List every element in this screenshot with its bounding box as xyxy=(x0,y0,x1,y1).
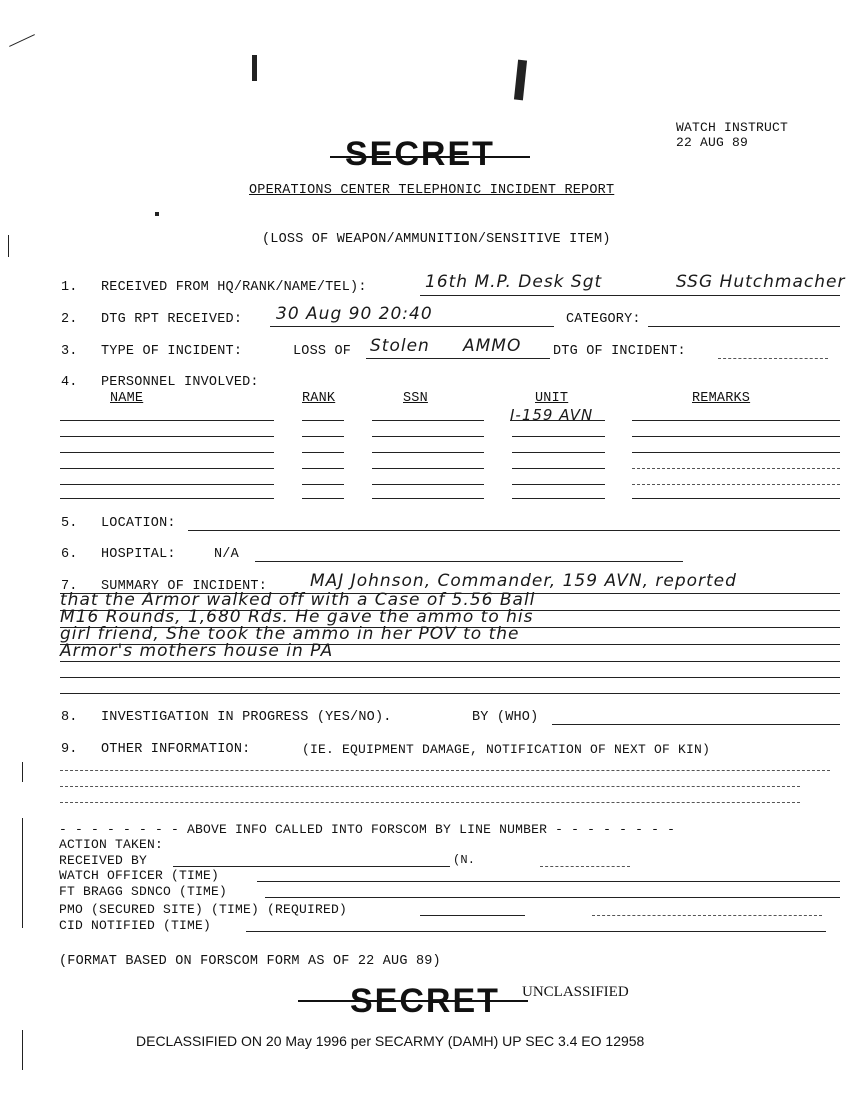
cid-label: CID NOTIFIED (TIME) xyxy=(59,918,212,933)
watch-officer-label: WATCH OFFICER (TIME) xyxy=(59,868,220,883)
scan-mark xyxy=(252,55,257,81)
item-6-number: 6. xyxy=(61,547,78,562)
watch-officer-underline xyxy=(257,881,840,882)
summary-line-2: that the Armor walked off with a Case of 5.56 Ball xyxy=(60,590,536,610)
action-taken-label: ACTION TAKEN: xyxy=(59,837,164,852)
col-ssn-header: SSN xyxy=(403,391,428,406)
hospital-underline xyxy=(255,561,683,562)
format-note: (FORMAT BASED ON FORSCOM FORM AS OF 22 AUG 89) xyxy=(59,954,441,969)
category-label: CATEGORY: xyxy=(566,312,641,327)
other-info-line-1 xyxy=(60,770,830,771)
item-3-number: 3. xyxy=(61,344,78,359)
item-9-label: OTHER INFORMATION: xyxy=(101,742,251,757)
received-by-extra xyxy=(540,866,630,867)
dtg-incident-underline xyxy=(718,358,828,359)
other-info-line-2 xyxy=(60,786,800,787)
col-remarks-header: REMARKS xyxy=(692,391,751,406)
cid-underline xyxy=(246,931,826,932)
col-name-header: NAME xyxy=(110,391,144,406)
classification-top: SECRET xyxy=(345,135,495,173)
scan-mark xyxy=(155,212,159,216)
pmo-underline-extra xyxy=(592,915,822,916)
item-1-value-desk: 16th M.P. Desk Sgt xyxy=(425,272,603,292)
summary-underline-6 xyxy=(60,677,840,678)
item-2-underline xyxy=(270,326,554,327)
other-info-line-3 xyxy=(60,802,800,803)
investigation-underline xyxy=(552,724,840,725)
item-1-number: 1. xyxy=(61,280,78,295)
pmo-underline xyxy=(420,915,525,916)
item-8-label: INVESTIGATION IN PROGRESS (YES/NO). xyxy=(101,710,392,725)
report-subtitle: (LOSS OF WEAPON/AMMUNITION/SENSITIVE ITEM) xyxy=(262,232,611,247)
item-6-label: HOSPITAL: xyxy=(101,547,176,562)
received-by-underline xyxy=(173,866,450,867)
scan-mark xyxy=(8,235,9,257)
item-1-underline xyxy=(420,295,840,296)
watch-instruct-line: WATCH INSTRUCT xyxy=(676,120,789,135)
classification-top-strike xyxy=(330,156,530,158)
summary-underline-5 xyxy=(60,661,840,662)
watch-date-line: 22 AUG 89 xyxy=(676,135,749,150)
summary-line-3: M16 Rounds, 1,680 Rds. He gave the ammo to his xyxy=(60,607,534,627)
unit-value: I-159 AVN xyxy=(510,406,594,424)
summary-underline-7 xyxy=(60,693,840,694)
summary-line-5: Armor's mothers house in PA xyxy=(60,641,334,661)
location-underline xyxy=(188,530,840,531)
unclassified-stamp: UNCLASSIFIED xyxy=(522,984,629,1000)
dtg-incident-label: DTG OF INCIDENT: xyxy=(553,344,686,359)
item-4-number: 4. xyxy=(61,375,78,390)
classification-bottom: SECRET xyxy=(350,982,500,1020)
received-by-paren: (N. xyxy=(453,853,476,867)
scan-mark xyxy=(22,1030,23,1070)
declassified-note: DECLASSIFIED ON 20 May 1996 per SECARMY (DAMH) UP SEC 3.4 EO 12958 xyxy=(136,1033,645,1049)
item-5-number: 5. xyxy=(61,516,78,531)
item-4-label: PERSONNEL INVOLVED: xyxy=(101,375,259,390)
summary-line-4: girl friend, She took the ammo in her POV to the xyxy=(60,624,520,644)
item-7-label: SUMMARY OF INCIDENT: xyxy=(101,579,268,594)
item-3-value-stolen: Stolen xyxy=(370,336,430,356)
item-8-number: 8. xyxy=(61,710,78,725)
item-8-by-who: BY (WHO) xyxy=(472,710,539,725)
scan-mark xyxy=(9,34,35,47)
item-1-value-name: SSG Hutchmacher xyxy=(676,272,846,292)
ft-bragg-underline xyxy=(265,897,840,898)
item-9-number: 9. xyxy=(61,742,78,757)
above-info-line: - - - - - - - - ABOVE INFO CALLED INTO FORSCOM BY LINE NUMBER - - - - - - - - xyxy=(59,822,676,837)
item-7-number: 7. xyxy=(61,579,78,594)
item-2-number: 2. xyxy=(61,312,78,327)
classification-bottom-strike xyxy=(298,1000,528,1002)
hospital-value: N/A xyxy=(214,547,239,562)
item-3-label: TYPE OF INCIDENT: xyxy=(101,344,243,359)
received-by-label: RECEIVED BY xyxy=(59,853,148,868)
pmo-label: PMO (SECURED SITE) (TIME) (REQUIRED) xyxy=(59,902,348,917)
loss-of-label: LOSS OF xyxy=(293,344,352,359)
col-unit-header: UNIT xyxy=(535,391,569,406)
col-rank-header: RANK xyxy=(302,391,336,406)
item-2-label: DTG RPT RECEIVED: xyxy=(101,312,243,327)
item-1-label: RECEIVED FROM HQ/RANK/NAME/TEL): xyxy=(101,280,367,295)
item-3-value-ammo: AMMO xyxy=(463,336,522,356)
scan-mark xyxy=(22,818,23,928)
item-9-note: (IE. EQUIPMENT DAMAGE, NOTIFICATION OF NEXT OF KIN) xyxy=(302,742,711,757)
item-5-label: LOCATION: xyxy=(101,516,176,531)
ft-bragg-label: FT BRAGG SDNCO (TIME) xyxy=(59,884,228,899)
item-2-value: 30 Aug 90 20:40 xyxy=(276,304,433,324)
item-3-underline xyxy=(366,358,550,359)
category-underline xyxy=(648,326,840,327)
summary-line-1: MAJ Johnson, Commander, 159 AVN, reported xyxy=(310,571,737,591)
scan-mark xyxy=(514,60,527,101)
report-title: OPERATIONS CENTER TELEPHONIC INCIDENT REPORT xyxy=(249,183,615,198)
scan-mark xyxy=(22,762,23,782)
